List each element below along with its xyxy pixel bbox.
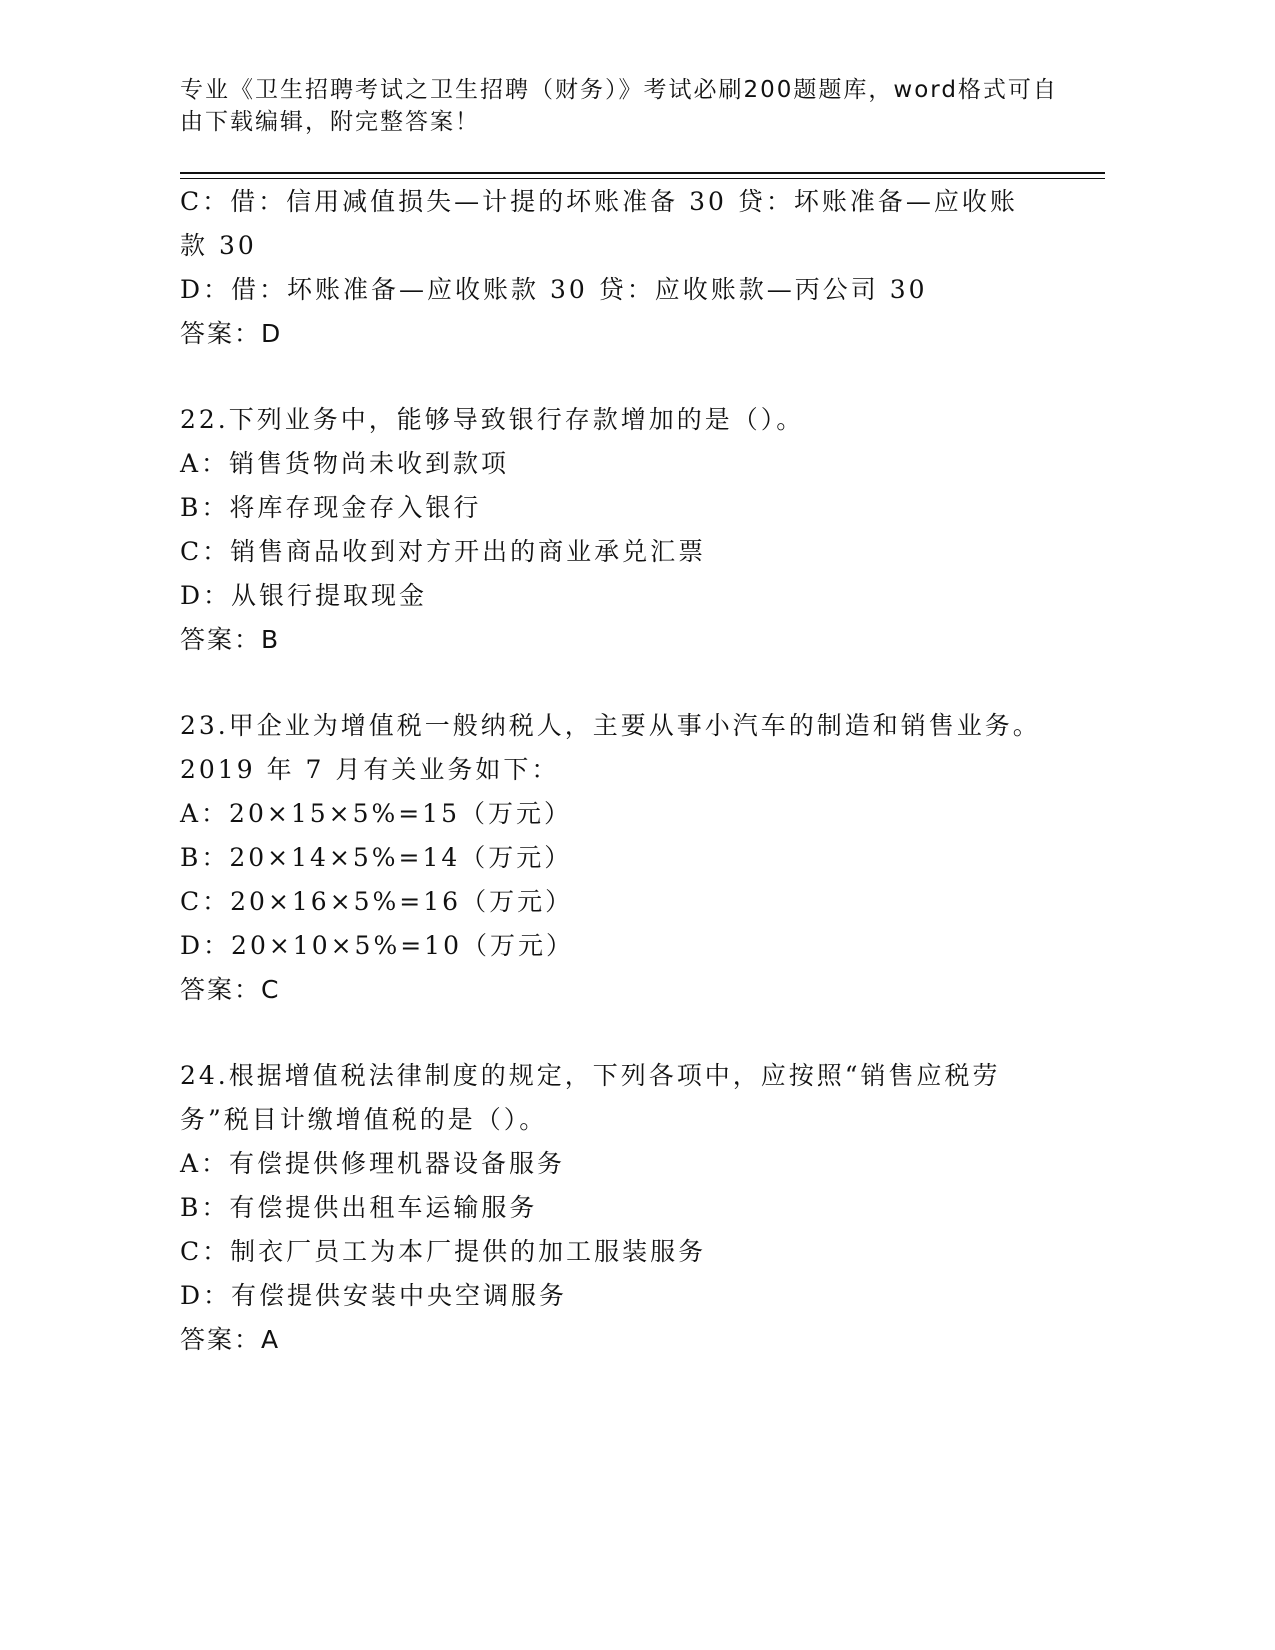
question-list xyxy=(180,180,1105,1362)
option-b: B：有偿提供出租车运输服务 xyxy=(180,1193,538,1222)
option-c: C：销售商品收到对方开出的商业承兑汇票 xyxy=(180,537,707,566)
answer-label: 答案：A xyxy=(180,1325,281,1354)
question-24 xyxy=(180,1054,1105,1362)
option-d: D：20×10×5%=10（万元） xyxy=(180,931,574,960)
option-a: A：销售货物尚未收到款项 xyxy=(180,449,510,478)
question-22 xyxy=(180,398,1105,662)
answer-label: 答案：D xyxy=(180,319,283,348)
option-d: D：借：坏账准备—应收账款 30 贷：应收账款—丙公司 30 xyxy=(180,275,928,304)
answer-label: 答案：C xyxy=(180,975,281,1004)
option-a: A：有偿提供修理机器设备服务 xyxy=(180,1149,566,1178)
option-a: A：20×15×5%=15（万元） xyxy=(180,799,572,828)
option-c: C：制衣厂员工为本厂提供的加工服装服务 xyxy=(180,1237,707,1266)
question-23 xyxy=(180,704,1105,1012)
option-c: C：20×16×5%=16（万元） xyxy=(180,887,574,916)
option-b: B：20×14×5%=14（万元） xyxy=(180,843,573,872)
option-c: C：借：信用减值损失—计提的坏账准备 30 贷：坏账准备—应收账款 30 xyxy=(180,187,1018,260)
option-d: D：有偿提供安装中央空调服务 xyxy=(180,1281,568,1310)
header-divider xyxy=(180,172,1105,174)
option-d: D：从银行提取现金 xyxy=(180,581,428,610)
question-21-continuation xyxy=(180,180,1105,356)
document-header: 专业《卫生招聘考试之卫生招聘（财务）》考试必刷200题题库，word格式可自由下载编辑，附完整答案！ xyxy=(180,77,1058,135)
answer-label: 答案：B xyxy=(180,625,281,654)
question-stem: 24.根据增值税法律制度的规定，下列各项中，应按照“销售应税劳务”税目计缴增值税的是（）。 xyxy=(180,1061,1001,1134)
question-stem: 22.下列业务中，能够导致银行存款增加的是（）。 xyxy=(180,405,805,434)
header-divider-thin xyxy=(180,178,1105,179)
option-b: B：将库存现金存入银行 xyxy=(180,493,482,522)
question-stem: 23.甲企业为增值税一般纳税人，主要从事小汽车的制造和销售业务。2019 年 7 月有关业务如下： xyxy=(180,711,1041,784)
